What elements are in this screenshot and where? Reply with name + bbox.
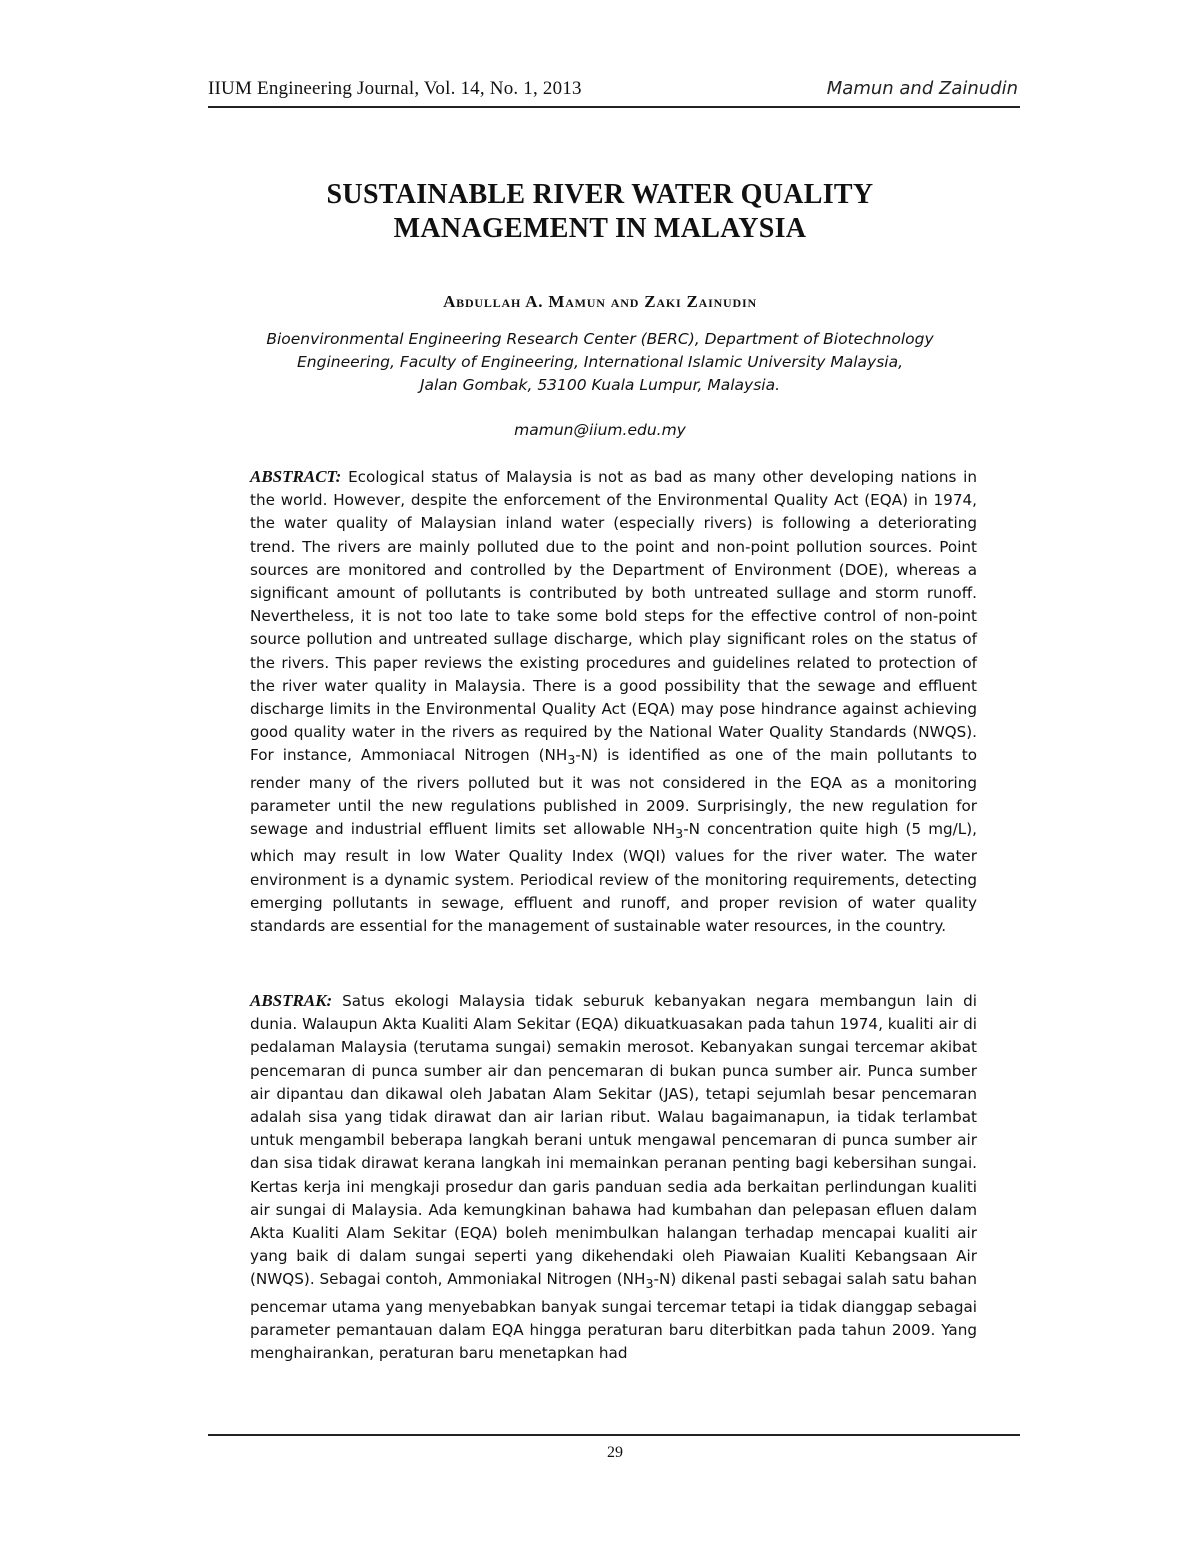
abstract-text-part-2: -N) is identified as one of the main pollutants to render many of the rivers polluted but it was not considered in the EQA as a monitoring parameter until the new regulations published in 2009. Surprisingly, the new regulation for sewage and industrial effluent limits set allowable NH — [250, 746, 977, 839]
page-number: 29 — [607, 1444, 623, 1461]
subscript-3: 3 — [567, 752, 576, 768]
author-list: Abdullah A. Mamun and Zaki Zainudin — [443, 292, 757, 311]
contact-email: mamun@iium.edu.my — [514, 421, 686, 439]
paper-title — [200, 178, 1000, 246]
running-authors: Mamun and Zainudin — [826, 78, 1018, 99]
abstrak-label: ABSTRAK: — [250, 991, 333, 1010]
subscript-3: 3 — [645, 1276, 654, 1292]
abstract-label: ABSTRACT: — [250, 467, 342, 486]
affiliation-line-2: Engineering, Faculty of Engineering, International Islamic University Malaysia, — [296, 353, 904, 371]
abstrak-text-part-1: Satus ekologi Malaysia tidak seburuk kebanyakan negara membangun lain di dunia. Walaupun Akta Kualiti Alam Sekitar (EQA) dikuatkuasakan pada tahun 1974, kualiti air di pedalaman Malaysia (terutama sungai) semakin merosot. Kebanyakan sungai tercemar akibat pencemaran di punca sumber air dan pencemaran di bukan punca sumber air. Punca sumber air dipantau dan dikawal oleh Jabatan Alam Sekitar (JAS), tetapi sejumlah besar pencemaran adalah sisa yang tidak dirawat dan air larian ribut. Walau bagaimanapun, ia tidak terlambat untuk mengambil beberapa langkah berani untuk mengawal pencemaran di punca sumber air dan sisa tidak dirawat kerana langkah ini memainkan peranan penting bagi kebersihan sungai. Kertas kerja ini mengkaji prosedur dan garis panduan sedia ada berkaitan perlindungan kualiti air sungai di Malaysia. Ada kemungkinan bahawa had kumbahan dan pelepasan efluen dalam Akta Kualiti Alam Sekitar (EQA) boleh menimbulkan halangan terhadap mencapai kualiti air yang baik di dalam sungai seperti yang dikehendaki oleh Piawaian Kualiti Kebangsaan Air (NWQS). Sebagai contoh, Ammoniakal Nitrogen (NH — [250, 992, 977, 1289]
affiliation-line-3: Jalan Gombak, 53100 Kuala Lumpur, Malaysia. — [419, 376, 781, 394]
footer-divider — [208, 1434, 1020, 1436]
title-line-1: SUSTAINABLE RIVER WATER QUALITY — [326, 179, 874, 210]
abstract-text-part-3: -N concentration quite high (5 mg/L), which may result in low Water Quality Index (WQI) values for the river water. The water environment is a dynamic system. Periodical review of the monitoring requirements, detecting emerging pollutants in sewage, effluent and runoff, and proper revision of water quality standards are essential for the management of sustainable water resources, in the country. — [250, 820, 977, 935]
abstract-english — [250, 465, 977, 938]
affiliation-line-1: Bioenvironmental Engineering Research Center (BERC), Department of Biotechnology — [266, 330, 934, 348]
abstract-malay — [250, 989, 977, 1365]
title-line-2: MANAGEMENT IN MALAYSIA — [393, 213, 807, 244]
running-header — [208, 76, 1020, 108]
abstrak-text-part-2: -N) dikenal pasti sebagai salah satu bahan pencemar utama yang menyebabkan banyak sungai tercemar tetapi ia tidak dianggap sebagai parameter pemantauan dalam EQA hingga peraturan baru diterbitkan pada tahun 2009. Yang menghairankan, peraturan baru menetapkan had — [250, 1270, 977, 1363]
journal-citation: IIUM Engineering Journal, Vol. 14, No. 1, 2013 — [208, 78, 582, 99]
subscript-3: 3 — [675, 826, 684, 842]
affiliation — [200, 328, 1000, 397]
abstract-text-part-1: Ecological status of Malaysia is not as bad as many other developing nations in the world. However, despite the enforcement of the Environmental Quality Act (EQA) in 1974, the water quality of Malaysian inland water (especially rivers) is following a deteriorating trend. The rivers are mainly polluted due to the point and non-point pollution sources. Point sources are monitored and controlled by the Department of Environment (DOE), whereas a significant amount of pollutants is contributed by both untreated sullage and storm runoff. Nevertheless, it is not too late to take some bold steps for the effective control of non-point source pollution and untreated sullage discharge, which play significant roles on the status of the rivers. This paper reviews the existing procedures and guidelines related to protection of the river water quality in Malaysia. There is a good possibility that the sewage and effluent discharge limits in the Environmental Quality Act (EQA) may pose hindrance against achieving good quality water in the rivers as required by the National Water Quality Standards (NWQS). For instance, Ammoniacal Nitrogen (NH — [250, 468, 977, 765]
